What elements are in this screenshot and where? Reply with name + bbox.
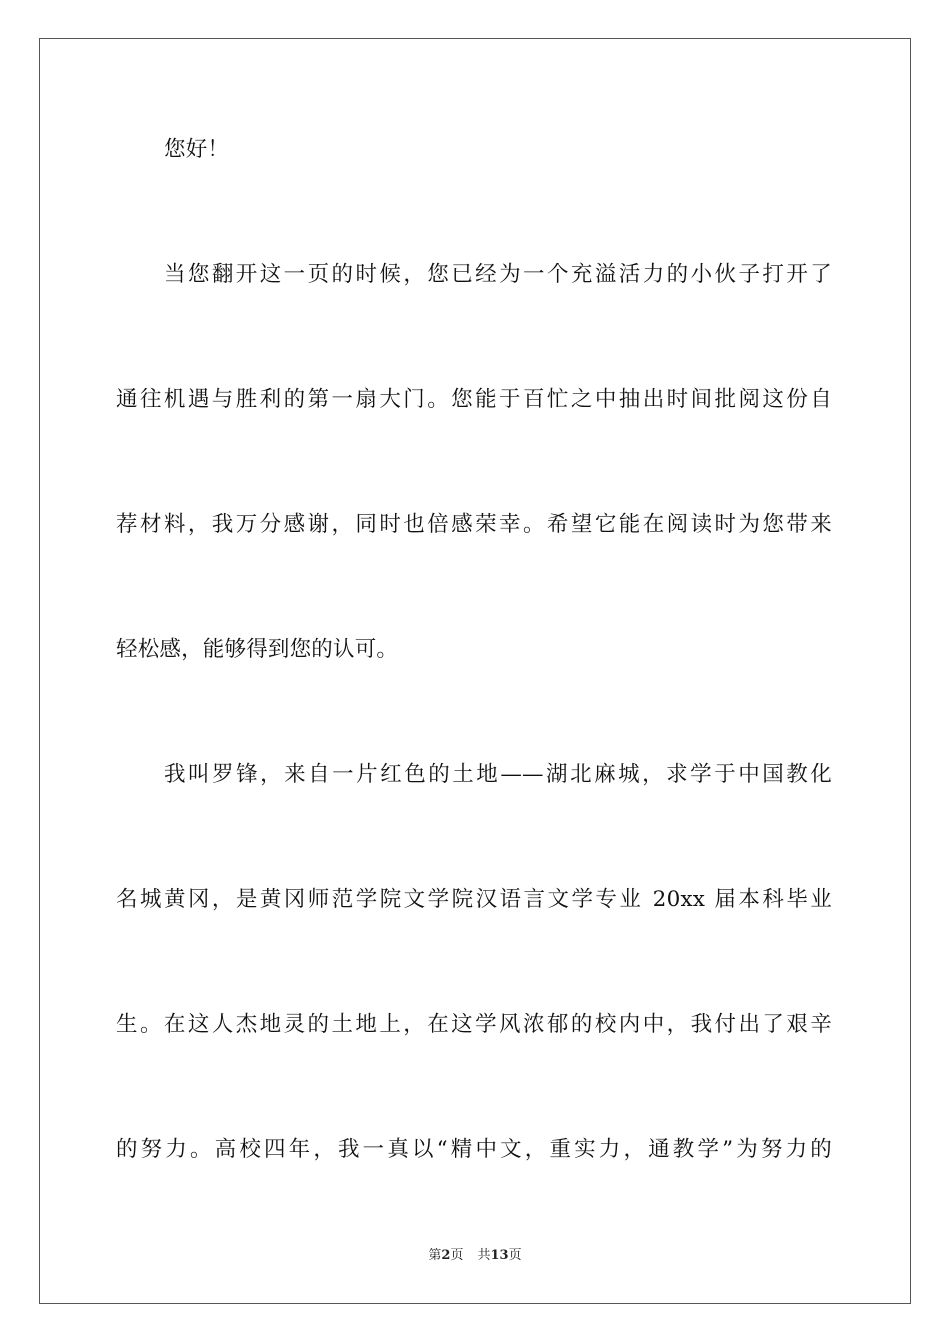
body-line: 生。在这人杰地灵的土地上，在这学风浓郁的校内中，我付出了艰辛 — [116, 1012, 832, 1037]
page-footer — [0, 1247, 950, 1265]
greeting-line: 您好！ — [164, 137, 230, 162]
body-line: 轻松感，能够得到您的认可。 — [116, 637, 399, 662]
body-line: 荐材料，我万分感谢，同时也倍感荣幸。希望它能在阅读时为您带来 — [116, 512, 832, 537]
body-line: 通往机遇与胜利的第一扇大门。您能于百忙之中抽出时间批阅这份自 — [116, 387, 832, 412]
page-border — [39, 38, 911, 1304]
page-total: 共13页 — [477, 1248, 522, 1263]
body-line: 我叫罗锋，来自一片红色的土地——湖北麻城，求学于中国教化 — [164, 762, 832, 787]
page-number: 第2页 — [428, 1248, 464, 1263]
body-line: 名城黄冈，是黄冈师范学院文学院汉语言文学专业 20xx 届本科毕业 — [116, 887, 832, 912]
body-line: 当您翻开这一页的时候，您已经为一个充溢活力的小伙子打开了 — [164, 262, 832, 287]
body-line: 的努力。高校四年，我一真以“精中文，重实力，通教学”为努力的 — [116, 1137, 832, 1162]
